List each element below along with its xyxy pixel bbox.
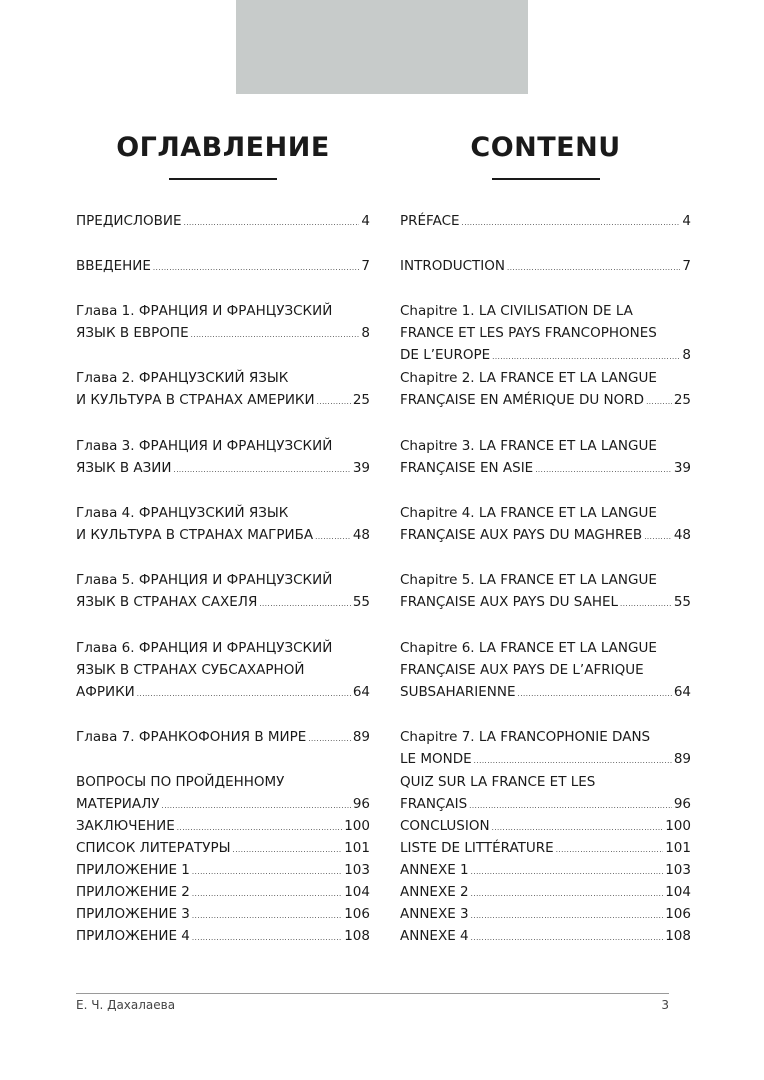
toc-entry-title-line: ЯЗЫК В СТРАНАХ СУБСАХАРНОЙ (76, 662, 305, 678)
toc-entry-row (76, 457, 370, 481)
toc-entry-row (76, 681, 370, 705)
toc-entry-title-line: Chapitre 4. LA FRANCE ET LA LANGUE (400, 505, 657, 521)
toc-entry-page-number: 108 (665, 928, 691, 944)
toc-entry[interactable] (76, 903, 370, 927)
toc-entry-page-number: 64 (673, 684, 691, 700)
toc-entry-title-line: ANNEXE 3 (400, 906, 469, 922)
toc-entry-page-number: 48 (673, 527, 691, 543)
toc-entry-page-number: 7 (361, 258, 370, 274)
toc-entry-page-number: 101 (665, 840, 691, 856)
toc-entry-row (400, 925, 691, 949)
toc-entry-row (400, 748, 691, 772)
toc-entry-title-line: АФРИКИ (76, 684, 135, 700)
toc-entry-title-line: И КУЛЬТУРА В СТРАНАХ АМЕРИКИ (76, 392, 315, 408)
toc-entry-page-number: 100 (344, 818, 370, 834)
toc-entry[interactable] (76, 255, 370, 279)
dot-leader (471, 883, 664, 905)
toc-entry-title-line: FRANÇAISE EN ASIE (400, 460, 534, 476)
toc-entry-page-number: 106 (344, 906, 370, 922)
toc-entry[interactable] (76, 771, 370, 817)
toc-entry-row (76, 793, 370, 817)
toc-entry-row (400, 903, 691, 927)
toc-entry[interactable] (400, 771, 691, 817)
toc-entry-row (76, 524, 370, 548)
toc-entry[interactable] (76, 815, 370, 839)
footer-page-number: 3 (661, 998, 669, 1012)
toc-entry[interactable] (400, 815, 691, 839)
toc-entry-row (400, 815, 691, 839)
toc-entry[interactable] (76, 210, 370, 234)
toc-entry-title-line: LISTE DE LITTÉRATURE (400, 840, 554, 856)
toc-entry-page-number: 55 (352, 594, 370, 610)
toc-entry[interactable] (76, 859, 370, 883)
toc-entry-title-line: FRANÇAISE AUX PAYS DU MAGHREB (400, 527, 643, 543)
toc-entry-page-number: 8 (682, 347, 691, 363)
footer-divider (76, 993, 669, 994)
toc-entry-page-number: 103 (344, 862, 370, 878)
toc-entry-title-line: ANNEXE 2 (400, 884, 469, 900)
toc-entry-title-line: И КУЛЬТУРА В СТРАНАХ МАГРИБА (76, 527, 314, 543)
dot-leader (620, 593, 672, 615)
toc-entry-row (400, 210, 691, 234)
toc-entry-title-line: Глава 7. ФРАНКОФОНИЯ В МИРЕ (76, 729, 307, 745)
toc-entry-page-number: 4 (682, 213, 691, 229)
dot-leader (469, 795, 672, 817)
toc-entry[interactable] (76, 637, 370, 705)
toc-entry[interactable] (76, 726, 370, 750)
toc-entry-page-number: 48 (352, 527, 370, 543)
dot-leader (462, 212, 681, 234)
toc-entry-page-number: 25 (673, 392, 691, 408)
dot-leader (317, 391, 351, 413)
toc-entry[interactable] (76, 435, 370, 481)
toc-entry[interactable] (76, 300, 370, 346)
toc-entry-title-line: Глава 4. ФРАНЦУЗСКИЙ ЯЗЫК (76, 505, 289, 521)
dot-leader (644, 526, 672, 548)
toc-entry-title-line: Chapitre 6. LA FRANCE ET LA LANGUE (400, 640, 657, 656)
dot-leader (315, 526, 351, 548)
toc-entry-title-line: ПРИЛОЖЕНИЕ 1 (76, 862, 190, 878)
toc-entry-row (76, 255, 370, 279)
toc-entry-title-line: Глава 5. ФРАНЦИЯ И ФРАНЦУЗСКИЙ (76, 572, 333, 588)
toc-entry[interactable] (400, 925, 691, 949)
toc-entry-page-number: 55 (673, 594, 691, 610)
toc-entry-title-line: Chapitre 7. LA FRANCOPHONIE DANS (400, 729, 651, 745)
toc-entry-page-number: 96 (352, 796, 370, 812)
toc-entry-title-line: ПРИЛОЖЕНИЕ 3 (76, 906, 190, 922)
toc-entry[interactable] (400, 435, 691, 481)
toc-entry-title-line: LE MONDE (400, 751, 472, 767)
toc-entry-row (76, 726, 370, 750)
toc-entry[interactable] (400, 837, 691, 861)
toc-entry[interactable] (400, 859, 691, 883)
dot-leader (492, 346, 680, 368)
toc-entry-title-line: FRANCE ET LES PAYS FRANCOPHONES (400, 325, 657, 341)
toc-entry[interactable] (400, 210, 691, 234)
toc-column-russian (76, 128, 370, 944)
toc-entry-title-line: ЯЗЫК В АЗИИ (76, 460, 172, 476)
toc-entry-title-line: FRANÇAISE AUX PAYS DE L’AFRIQUE (400, 662, 644, 678)
dot-leader (192, 905, 342, 927)
dot-leader (535, 459, 672, 481)
toc-entry-row (400, 255, 691, 279)
dot-leader (192, 861, 342, 883)
toc-entry-title-line: МАТЕРИАЛУ (76, 796, 160, 812)
toc-entry-row (400, 524, 691, 548)
toc-entry-row (400, 457, 691, 481)
dot-leader (162, 795, 351, 817)
toc-entry-title-line: ПРЕДИСЛОВИЕ (76, 213, 182, 229)
toc-entry-page-number: 101 (344, 840, 370, 856)
toc-entry-row (76, 881, 370, 905)
toc-entry-page-number: 104 (665, 884, 691, 900)
toc-entry-page-number: 108 (344, 928, 370, 944)
toc-entry-row (400, 591, 691, 615)
toc-entry-title-line: SUBSAHARIENNE (400, 684, 516, 700)
toc-entry-title-line: ANNEXE 1 (400, 862, 469, 878)
toc-heading-russian: ОГЛАВЛЕНИЕ (116, 132, 330, 163)
toc-entry-row (76, 903, 370, 927)
toc-entry-title-line: ПРИЛОЖЕНИЕ 4 (76, 928, 190, 944)
toc-entry-row (76, 322, 370, 346)
toc-entry-page-number: 89 (673, 751, 691, 767)
toc-entry-title-line: Chapitre 2. LA FRANCE ET LA LANGUE (400, 370, 657, 386)
toc-entry[interactable] (400, 502, 691, 548)
toc-entry-title-line: ЯЗЫК В ЕВРОПЕ (76, 325, 189, 341)
heading-underline (169, 178, 277, 180)
toc-entry[interactable] (76, 367, 370, 413)
toc-entry-page-number: 8 (361, 325, 370, 341)
footer-author: Е. Ч. Дахалаева (76, 998, 176, 1012)
dot-leader (184, 212, 360, 234)
toc-entry[interactable] (76, 881, 370, 905)
dot-leader (192, 883, 342, 905)
toc-entry-page-number: 25 (352, 392, 370, 408)
toc-entry-page-number: 103 (665, 862, 691, 878)
toc-entry-title-line: ВОПРОСЫ ПО ПРОЙДЕННОМУ (76, 774, 285, 790)
dot-leader (471, 861, 664, 883)
decorative-header-block (236, 0, 528, 94)
dot-leader (471, 905, 664, 927)
toc-entry-title-line: ЯЗЫК В СТРАНАХ САХЕЛЯ (76, 594, 258, 610)
toc-entry-title-line: ЗАКЛЮЧЕНИЕ (76, 818, 175, 834)
toc-entry[interactable] (400, 367, 691, 413)
toc-entry-page-number: 39 (673, 460, 691, 476)
toc-entry-title-line: Chapitre 1. LA CIVILISATION DE LA (400, 303, 633, 319)
toc-entry-title-line: FRANÇAISE AUX PAYS DU SAHEL (400, 594, 619, 610)
toc-entry-title-line: FRANÇAIS (400, 796, 468, 812)
toc-entry-row (400, 859, 691, 883)
dot-leader (173, 459, 350, 481)
dot-leader (233, 839, 343, 861)
toc-entry-row (400, 681, 691, 705)
dot-leader (507, 257, 680, 279)
dot-leader (518, 683, 672, 705)
toc-entry-title-line: СПИСОК ЛИТЕРАТУРЫ (76, 840, 231, 856)
toc-entry[interactable] (76, 502, 370, 548)
toc-entry[interactable] (400, 637, 691, 705)
toc-entry[interactable] (400, 255, 691, 279)
toc-entry[interactable] (400, 726, 691, 772)
toc-entry[interactable] (400, 569, 691, 615)
toc-entry-page-number: 39 (352, 460, 370, 476)
toc-entry-row (76, 837, 370, 861)
toc-entry-title-line: Глава 6. ФРАНЦИЯ И ФРАНЦУЗСКИЙ (76, 640, 333, 656)
toc-entry-title-line: PRÉFACE (400, 213, 460, 229)
toc-entry-row (400, 389, 691, 413)
toc-entry-title-line: FRANÇAISE EN AMÉRIQUE DU NORD (400, 392, 645, 408)
toc-entry[interactable] (76, 837, 370, 861)
toc-entry-row (76, 210, 370, 234)
toc-entry[interactable] (400, 881, 691, 905)
dot-leader (259, 593, 350, 615)
toc-entry-title-line: INTRODUCTION (400, 258, 505, 274)
dot-leader (308, 728, 350, 750)
toc-entry[interactable] (76, 925, 370, 949)
heading-underline (492, 178, 600, 180)
toc-entry-title-line: ANNEXE 4 (400, 928, 469, 944)
toc-entry-row (400, 793, 691, 817)
dot-leader (191, 324, 360, 346)
toc-entry-title-line: CONCLUSION (400, 818, 490, 834)
toc-heading-french: CONTENU (470, 132, 621, 163)
toc-column-french (400, 128, 691, 944)
dot-leader (492, 817, 664, 839)
toc-entry-page-number: 64 (352, 684, 370, 700)
toc-entry-page-number: 89 (352, 729, 370, 745)
toc-entry-page-number: 7 (682, 258, 691, 274)
toc-entry-row (400, 344, 691, 368)
toc-entry-row (76, 859, 370, 883)
toc-entry-title-line: Глава 2. ФРАНЦУЗСКИЙ ЯЗЫК (76, 370, 289, 386)
toc-entry[interactable] (400, 903, 691, 927)
toc-entry-row (400, 881, 691, 905)
toc-entry-row (76, 591, 370, 615)
toc-entry-title-line: ВВЕДЕНИЕ (76, 258, 151, 274)
toc-entry-page-number: 96 (673, 796, 691, 812)
dot-leader (192, 927, 342, 949)
toc-entry-title-line: Chapitre 3. LA FRANCE ET LA LANGUE (400, 438, 657, 454)
dot-leader (471, 927, 664, 949)
dot-leader (556, 839, 664, 861)
toc-entry-page-number: 4 (361, 213, 370, 229)
dot-leader (646, 391, 672, 413)
toc-entry-page-number: 100 (665, 818, 691, 834)
dot-leader (137, 683, 351, 705)
toc-entry-title-line: ПРИЛОЖЕНИЕ 2 (76, 884, 190, 900)
toc-entry-row (76, 815, 370, 839)
toc-entry-page-number: 104 (344, 884, 370, 900)
dot-leader (177, 817, 342, 839)
toc-entry[interactable] (400, 300, 691, 368)
dot-leader (474, 750, 672, 772)
toc-entry-title-line: Глава 3. ФРАНЦИЯ И ФРАНЦУЗСКИЙ (76, 438, 333, 454)
toc-entry-title-line: Chapitre 5. LA FRANCE ET LA LANGUE (400, 572, 657, 588)
toc-entry-row (76, 389, 370, 413)
toc-entry-row (400, 837, 691, 861)
toc-entry-title-line: DE L’EUROPE (400, 347, 491, 363)
toc-entry-row (76, 925, 370, 949)
toc-entry-title-line: QUIZ SUR LA FRANCE ET LES (400, 774, 596, 790)
toc-entry-title-line: Глава 1. ФРАНЦИЯ И ФРАНЦУЗСКИЙ (76, 303, 333, 319)
toc-entry[interactable] (76, 569, 370, 615)
toc-entry-page-number: 106 (665, 906, 691, 922)
dot-leader (153, 257, 359, 279)
